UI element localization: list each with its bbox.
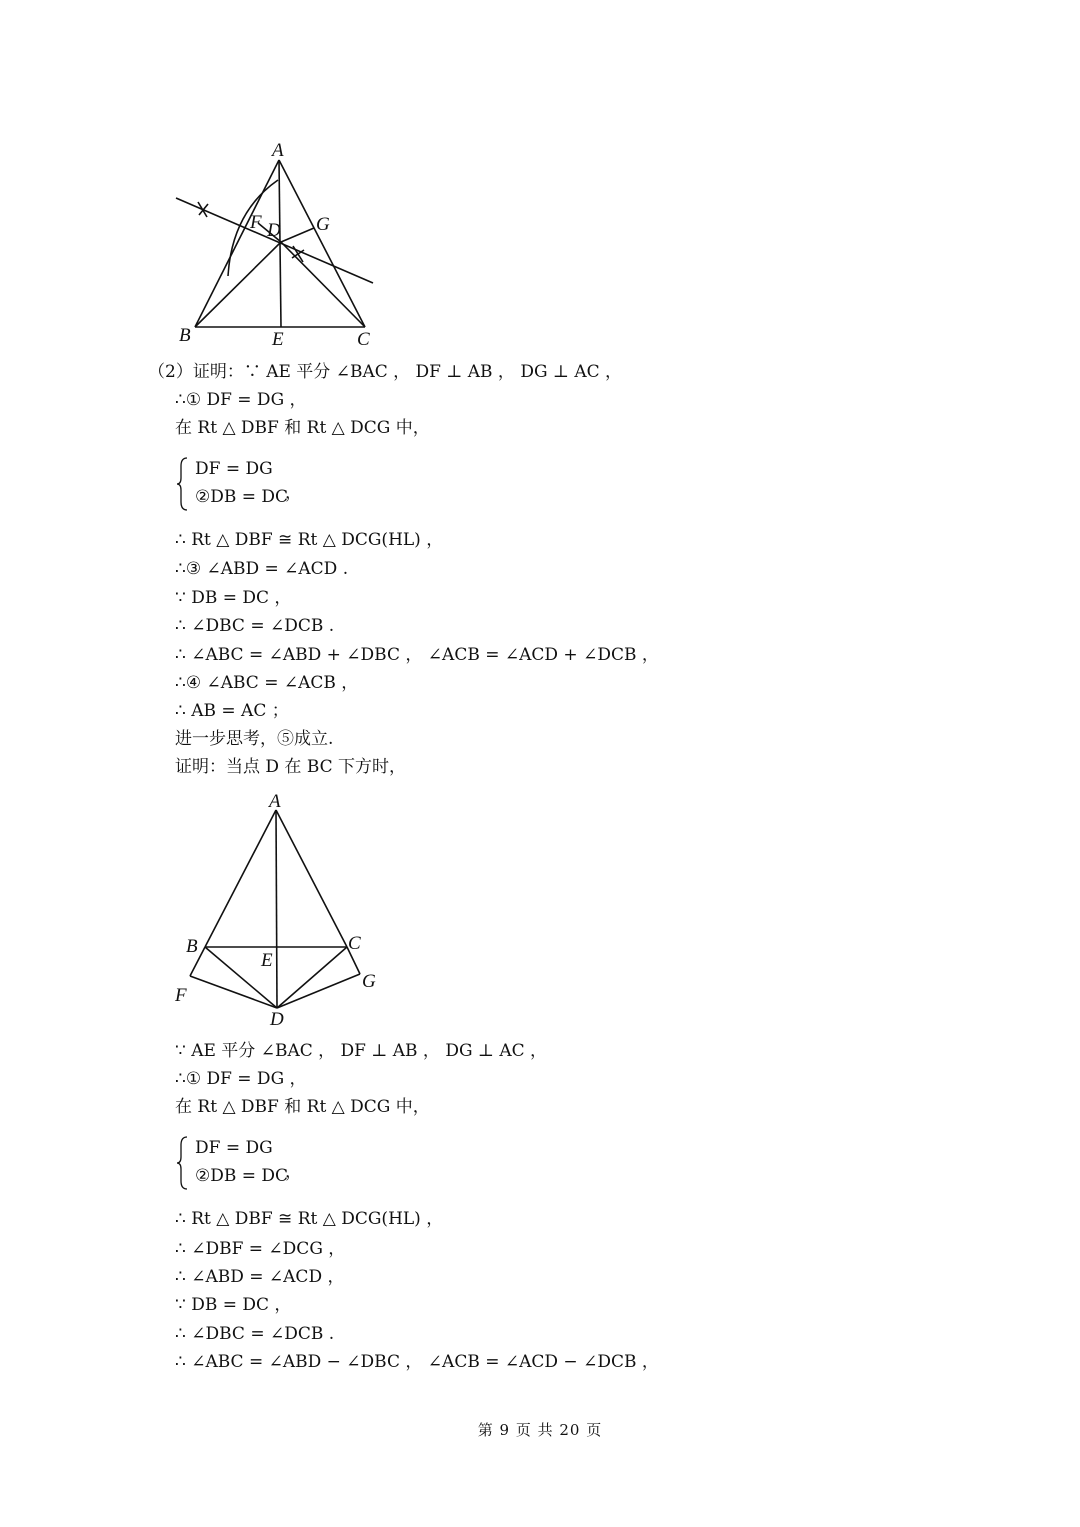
label-A: A [272,140,284,161]
figure-1 [0,0,400,360]
proof-line: ∴ ∠DBC = ∠DCB . [175,616,335,636]
segment-DG [281,228,314,242]
label-F: F [175,985,187,1006]
proof-line: 在 Rt △ DBF 和 Rt △ DCG 中， [175,418,430,438]
proof-line: ∵ DB = DC ， [175,1295,292,1315]
segment-BD [195,242,281,327]
proof-line: 在 Rt △ DBF 和 Rt △ DCG 中， [175,1097,430,1117]
proof-line: ∴ ∠ABD = ∠ACD ， [175,1267,345,1287]
proof-line: ∴ AB = AC ； [175,701,289,721]
proof-line: ∴① DF = DG ， [175,390,307,410]
segment-AC [279,160,365,327]
label-E: E [272,329,284,350]
proof-line: ∴ ∠DBC = ∠DCB . [175,1324,335,1344]
label-C: C [357,329,370,350]
segment-DF [190,976,277,1008]
segment-DG [277,974,360,1008]
segment-AD [276,810,277,1008]
label-C: C [348,933,361,954]
label-D: D [267,220,281,241]
segment-CD [281,242,365,327]
proof-line: ∴① DF = DG ， [175,1069,307,1089]
figure-1-svg [0,0,400,360]
segment-AB [195,160,279,327]
label-B: B [179,325,191,346]
proof-line: ∴③ ∠ABD = ∠ACD . [175,559,349,579]
segment-CD [277,947,347,1008]
brace-icon [177,456,189,512]
proof-line: ∴ Rt △ DBF ≅ Rt △ DCG(HL) ， [175,530,444,550]
label-B: B [186,936,198,957]
system-comma: ， [285,1162,302,1182]
proof-line: ∵ DB = DC ， [175,588,292,608]
system-row-2: ②DB = DC [195,487,289,507]
proof-line: ∴ ∠ABC = ∠ABD + ∠DBC ， ∠ACB = ∠ACD + ∠DCB ， [175,645,659,665]
segment-AB [205,810,276,947]
proof-line: （2）证明：∵ AE 平分 ∠BAC ， DF ⊥ AB ， DG ⊥ AC ， [148,362,623,382]
label-G: G [362,971,376,992]
proof-line: ∴④ ∠ABC = ∠ACB ， [175,673,359,693]
brace-icon [177,1135,189,1191]
proof-line: ∵ AE 平分 ∠BAC ， DF ⊥ AB ， DG ⊥ AC ， [175,1041,548,1061]
page-footer: 第 9 页 共 20 页 [477,1421,603,1439]
proof-line: 进一步思考，⑤成立. [175,729,334,749]
label-D: D [270,1009,284,1030]
label-G: G [316,214,330,235]
proof-line: ∴ Rt △ DBF ≅ Rt △ DCG(HL) ， [175,1209,444,1229]
proof-line: ∴ ∠ABC = ∠ABD − ∠DBC ， ∠ACB = ∠ACD − ∠DCB ， [175,1352,659,1372]
system-row-2: ②DB = DC [195,1166,289,1186]
segment-AC [276,810,347,947]
label-F: F [250,212,262,233]
system-comma: ， [285,483,302,503]
system-row-1: DF = DG [195,1138,273,1158]
figure-2 [0,780,400,1030]
label-A: A [269,791,281,812]
system-row-1: DF = DG [195,459,273,479]
proof-line: 证明：当点 D 在 BC 下方时， [175,757,407,777]
label-E: E [261,950,273,971]
figure-2-svg [0,780,400,1030]
proof-line: ∴ ∠DBF = ∠DCG ， [175,1239,346,1259]
